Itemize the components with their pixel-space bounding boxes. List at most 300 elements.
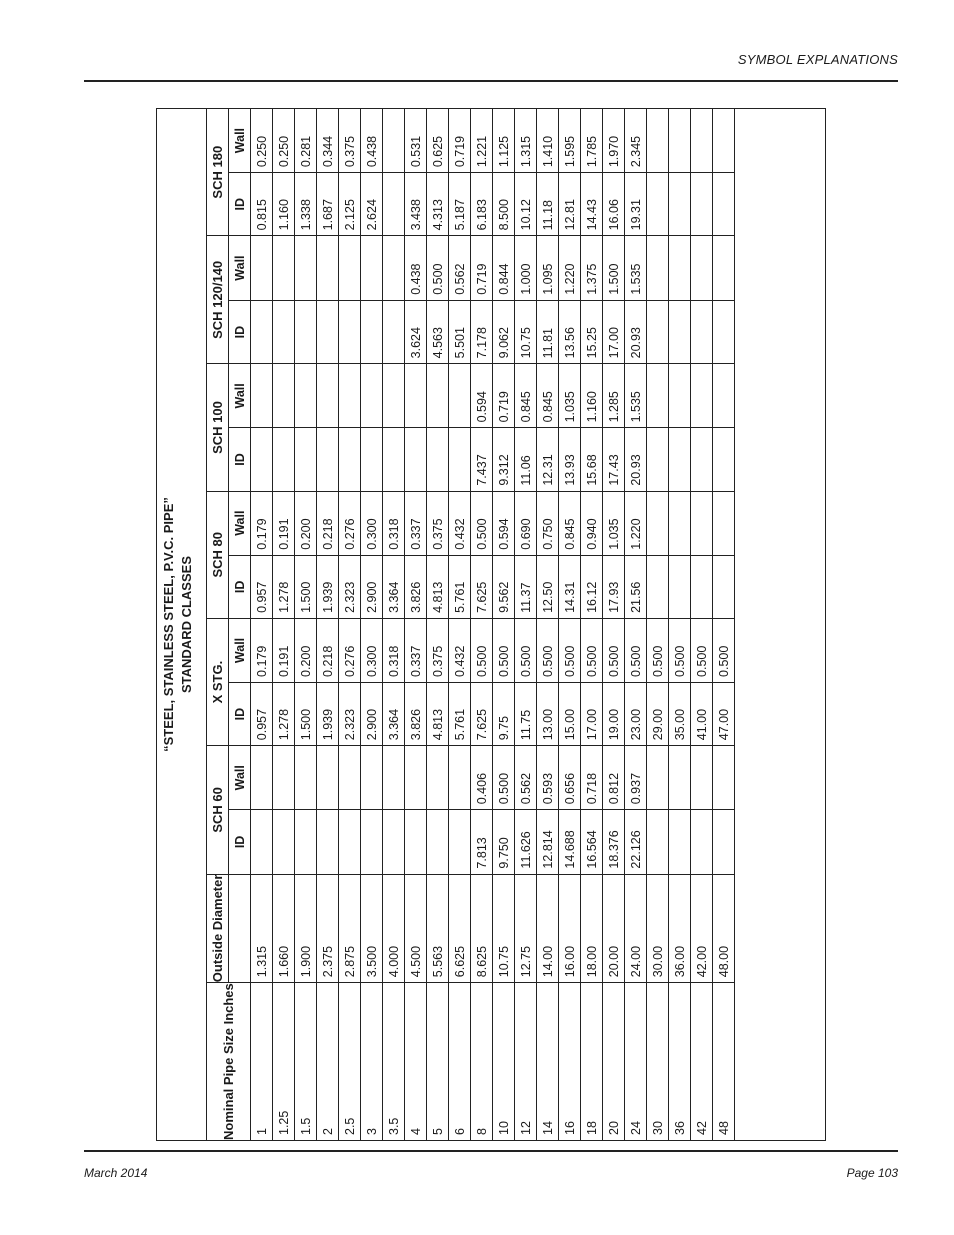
table-cell: 10.12: [515, 173, 537, 236]
table-cell: 1.500: [295, 555, 317, 618]
footer-page-number: Page 103: [846, 1166, 898, 1180]
table-cell: [713, 236, 735, 300]
col-subheader-wall: Wall: [229, 364, 251, 428]
table-cell: 23.00: [625, 682, 647, 745]
table-cell: [691, 109, 713, 173]
table-cell: 0.625: [427, 109, 449, 173]
table-cell: 1.410: [537, 109, 559, 173]
cell-nominal-size: 1: [251, 983, 273, 1141]
table-cell: [251, 364, 273, 428]
cell-nominal-size: 4: [405, 983, 427, 1141]
table-cell: [251, 236, 273, 300]
table-cell: 15.25: [581, 300, 603, 364]
table-cell: 16.564: [581, 810, 603, 874]
table-cell: 35.00: [669, 682, 691, 745]
cell-outside-diameter: 14.00: [537, 874, 559, 983]
table-cell: [273, 236, 295, 300]
table-cell: [383, 364, 405, 428]
table-cell: 0.500: [647, 618, 669, 682]
table-row: [427, 109, 449, 1141]
table-cell: [427, 428, 449, 491]
table-cell: [427, 746, 449, 810]
table-cell: 0.432: [449, 491, 471, 555]
table-cell: 0.276: [339, 491, 361, 555]
table-cell: [339, 300, 361, 364]
table-cell: [647, 236, 669, 300]
table-cell: 0.500: [493, 618, 515, 682]
table-cell: 0.500: [603, 618, 625, 682]
cell-nominal-size: 1.25: [273, 983, 295, 1141]
table-cell: 0.218: [317, 618, 339, 682]
table-cell: [669, 491, 691, 555]
table-row: [691, 109, 713, 1141]
table-cell: [317, 746, 339, 810]
table-cell: 1.221: [471, 109, 493, 173]
table-cell: 0.845: [515, 364, 537, 428]
table-title: [156, 108, 202, 1141]
cell-outside-diameter: 8.625: [471, 874, 493, 983]
table-cell: 0.719: [471, 236, 493, 300]
table-cell: 21.56: [625, 555, 647, 618]
table-cell: 8.500: [493, 173, 515, 236]
table-cell: 0.406: [471, 746, 493, 810]
table-cell: 19.31: [625, 173, 647, 236]
table-cell: 9.562: [493, 555, 515, 618]
table-cell: [449, 428, 471, 491]
table-cell: 3.826: [405, 682, 427, 745]
table-cell: 1.939: [317, 555, 339, 618]
cell-nominal-size: 20: [603, 983, 625, 1141]
table-cell: [691, 173, 713, 236]
cell-outside-diameter: 4.500: [405, 874, 427, 983]
table-cell: [449, 810, 471, 874]
table-cell: 0.593: [537, 746, 559, 810]
table-cell: 0.500: [427, 236, 449, 300]
table-cell: 0.191: [273, 491, 295, 555]
table-cell: 0.318: [383, 491, 405, 555]
table-cell: [339, 810, 361, 874]
table-cell: 0.815: [251, 173, 273, 236]
table-cell: 9.312: [493, 428, 515, 491]
table-cell: 3.364: [383, 682, 405, 745]
cell-nominal-size: 30: [647, 983, 669, 1141]
table-cell: [317, 428, 339, 491]
table-cell: [273, 428, 295, 491]
col-subheader-id: ID: [229, 428, 251, 491]
table-cell: 1.278: [273, 682, 295, 745]
cell-outside-diameter: 48.00: [713, 874, 735, 983]
table-cell: 0.500: [581, 618, 603, 682]
table-cell: 1.535: [625, 364, 647, 428]
table-cell: 0.344: [317, 109, 339, 173]
table-cell: 0.500: [471, 491, 493, 555]
table-cell: 0.750: [537, 491, 559, 555]
table-cell: [317, 364, 339, 428]
table-cell: 3.826: [405, 555, 427, 618]
col-header-od: Outside Diameter: [207, 874, 229, 983]
col-header-sch60: SCH 60: [207, 746, 229, 874]
table-cell: 0.531: [405, 109, 427, 173]
table-cell: 12.50: [537, 555, 559, 618]
table-cell: 3.364: [383, 555, 405, 618]
table-cell: 0.718: [581, 746, 603, 810]
table-cell: [405, 810, 427, 874]
table-cell: 6.183: [471, 173, 493, 236]
table-cell: 47.00: [713, 682, 735, 745]
cell-nominal-size: 42: [691, 983, 713, 1141]
table-cell: 7.437: [471, 428, 493, 491]
table-cell: [273, 810, 295, 874]
cell-outside-diameter: 6.625: [449, 874, 471, 983]
table-cell: 4.813: [427, 682, 449, 745]
table-cell: 0.432: [449, 618, 471, 682]
table-cell: 7.178: [471, 300, 493, 364]
table-cell: [669, 300, 691, 364]
table-cell: [713, 428, 735, 491]
table-cell: 0.812: [603, 746, 625, 810]
table-cell: [383, 173, 405, 236]
table-cell: 20.93: [625, 428, 647, 491]
table-cell: [669, 173, 691, 236]
table-cell: [427, 364, 449, 428]
table-row: [317, 109, 339, 1141]
table-cell: 0.375: [339, 109, 361, 173]
cell-nominal-size: 48: [713, 983, 735, 1141]
table-cell: 41.00: [691, 682, 713, 745]
table-cell: [713, 300, 735, 364]
table-cell: [669, 428, 691, 491]
table-cell: 15.68: [581, 428, 603, 491]
table-cell: 5.501: [449, 300, 471, 364]
table-cell: 0.845: [559, 491, 581, 555]
table-cell: 0.562: [515, 746, 537, 810]
cell-nominal-size: 10: [493, 983, 515, 1141]
table-cell: [273, 300, 295, 364]
table-cell: 7.625: [471, 682, 493, 745]
table-cell: 11.81: [537, 300, 559, 364]
table-cell: 4.313: [427, 173, 449, 236]
table-cell: [449, 746, 471, 810]
table-cell: 16.06: [603, 173, 625, 236]
table-cell: [691, 300, 713, 364]
table-cell: 1.315: [515, 109, 537, 173]
table-cell: [647, 173, 669, 236]
table-cell: [339, 364, 361, 428]
table-cell: [295, 236, 317, 300]
table-cell: 0.276: [339, 618, 361, 682]
cell-nominal-size: 1.5: [295, 983, 317, 1141]
table-cell: [317, 300, 339, 364]
table-cell: [691, 236, 713, 300]
cell-outside-diameter: 30.00: [647, 874, 669, 983]
table-cell: [647, 810, 669, 874]
table-cell: [647, 300, 669, 364]
table-cell: 1.535: [625, 236, 647, 300]
table-row: [647, 109, 669, 1141]
table-cell: [339, 428, 361, 491]
cell-nominal-size: 3: [361, 983, 383, 1141]
table-cell: 0.200: [295, 491, 317, 555]
table-cell: 0.656: [559, 746, 581, 810]
table-cell: 0.179: [251, 491, 273, 555]
table-cell: 1.035: [603, 491, 625, 555]
table-cell: 11.37: [515, 555, 537, 618]
table-cell: 0.500: [515, 618, 537, 682]
col-header-sch180: SCH 180: [207, 109, 229, 236]
table-cell: 0.300: [361, 491, 383, 555]
table-cell: 0.375: [427, 491, 449, 555]
table-cell: 1.595: [559, 109, 581, 173]
table-cell: 5.761: [449, 555, 471, 618]
cell-nominal-size: 2.5: [339, 983, 361, 1141]
table-row: [405, 109, 427, 1141]
table-cell: 13.00: [537, 682, 559, 745]
table-cell: 0.500: [471, 618, 493, 682]
table-cell: 2.900: [361, 682, 383, 745]
table-cell: 19.00: [603, 682, 625, 745]
table-cell: [647, 364, 669, 428]
cell-outside-diameter: 2.375: [317, 874, 339, 983]
table-cell: 1.939: [317, 682, 339, 745]
table-cell: 0.500: [493, 746, 515, 810]
table-row: [537, 109, 559, 1141]
header-rule: [84, 80, 898, 82]
table-cell: [713, 746, 735, 810]
cell-nominal-size: 14: [537, 983, 559, 1141]
cell-nominal-size: 16: [559, 983, 581, 1141]
table-cell: 1.125: [493, 109, 515, 173]
cell-nominal-size: 6: [449, 983, 471, 1141]
table-cell: 2.323: [339, 555, 361, 618]
table-cell: 10.75: [515, 300, 537, 364]
table-cell: 0.500: [713, 618, 735, 682]
table-cell: 17.00: [603, 300, 625, 364]
footer-date: March 2014: [84, 1166, 148, 1180]
table-cell: 16.12: [581, 555, 603, 618]
col-header-sch100: SCH 100: [207, 364, 229, 491]
table-cell: [405, 364, 427, 428]
table-cell: [317, 810, 339, 874]
cell-outside-diameter: 4.000: [383, 874, 405, 983]
table-cell: [361, 428, 383, 491]
table-cell: 18.376: [603, 810, 625, 874]
table-cell: 2.624: [361, 173, 383, 236]
cell-outside-diameter: 36.00: [669, 874, 691, 983]
col-header-sch120-140: SCH 120/140: [207, 236, 229, 364]
table-cell: [647, 109, 669, 173]
table-cell: 4.813: [427, 555, 449, 618]
table-cell: 0.318: [383, 618, 405, 682]
footer-rule: [84, 1150, 898, 1152]
cell-nominal-size: 8: [471, 983, 493, 1141]
col-subheader-wall: Wall: [229, 491, 251, 555]
table-cell: 0.500: [625, 618, 647, 682]
cell-outside-diameter: 10.75: [493, 874, 515, 983]
table-cell: [317, 236, 339, 300]
table-cell: 9.75: [493, 682, 515, 745]
table-cell: 0.281: [295, 109, 317, 173]
table-cell: 13.93: [559, 428, 581, 491]
table-cell: [691, 746, 713, 810]
table-cell: [339, 746, 361, 810]
table-cell: [295, 428, 317, 491]
table-cell: 0.375: [427, 618, 449, 682]
table-cell: 15.00: [559, 682, 581, 745]
table-row: [251, 109, 273, 1141]
table-cell: [647, 428, 669, 491]
table-cell: 1.035: [559, 364, 581, 428]
table-title-line2: STANDARD CLASSES: [179, 556, 194, 693]
table-cell: [383, 428, 405, 491]
table-cell: [713, 810, 735, 874]
table-cell: 1.970: [603, 109, 625, 173]
table-cell: 1.375: [581, 236, 603, 300]
table-cell: [295, 810, 317, 874]
table-cell: 0.957: [251, 555, 273, 618]
table-cell: 13.56: [559, 300, 581, 364]
cell-outside-diameter: 1.900: [295, 874, 317, 983]
col-header-size: Nominal Pipe Size Inches: [207, 983, 251, 1141]
table-cell: [383, 236, 405, 300]
table-cell: 22.126: [625, 810, 647, 874]
table-cell: 1.220: [559, 236, 581, 300]
col-header-sch80: SCH 80: [207, 491, 229, 618]
cell-outside-diameter: 24.00: [625, 874, 647, 983]
table-cell: 17.43: [603, 428, 625, 491]
cell-outside-diameter: 5.563: [427, 874, 449, 983]
table-cell: 0.594: [471, 364, 493, 428]
table-cell: 17.00: [581, 682, 603, 745]
table-cell: 1.278: [273, 555, 295, 618]
table-cell: 2.323: [339, 682, 361, 745]
table-cell: 2.900: [361, 555, 383, 618]
cell-outside-diameter: 18.00: [581, 874, 603, 983]
rotated-table: [156, 108, 826, 1141]
table-cell: 0.200: [295, 618, 317, 682]
table-cell: 3.624: [405, 300, 427, 364]
table-row: [295, 109, 317, 1141]
table-row: [603, 109, 625, 1141]
table-cell: [295, 746, 317, 810]
table-cell: 0.500: [537, 618, 559, 682]
table-cell: [361, 300, 383, 364]
table-cell: 1.160: [273, 173, 295, 236]
table-cell: 1.285: [603, 364, 625, 428]
table-cell: [669, 364, 691, 428]
col-header-xstg: X STG.: [207, 618, 229, 745]
table-row: [383, 109, 405, 1141]
table-cell: 0.690: [515, 491, 537, 555]
table-cell: 1.220: [625, 491, 647, 555]
cell-outside-diameter: 1.660: [273, 874, 295, 983]
cell-outside-diameter: 2.875: [339, 874, 361, 983]
table-cell: 12.31: [537, 428, 559, 491]
table-cell: 0.179: [251, 618, 273, 682]
table-cell: [647, 746, 669, 810]
table-cell: 9.750: [493, 810, 515, 874]
cell-outside-diameter: 42.00: [691, 874, 713, 983]
table-cell: [251, 428, 273, 491]
cell-outside-diameter: 16.00: [559, 874, 581, 983]
table-cell: 1.500: [603, 236, 625, 300]
table-cell: 9.062: [493, 300, 515, 364]
table-cell: [251, 746, 273, 810]
table-cell: [405, 746, 427, 810]
table-cell: [273, 364, 295, 428]
table-cell: [713, 491, 735, 555]
cell-nominal-size: 36: [669, 983, 691, 1141]
col-subheader-wall: Wall: [229, 618, 251, 682]
table-cell: [691, 555, 713, 618]
table-cell: [273, 746, 295, 810]
table-cell: 1.687: [317, 173, 339, 236]
table-cell: 2.345: [625, 109, 647, 173]
table-cell: 0.438: [405, 236, 427, 300]
table-cell: 0.438: [361, 109, 383, 173]
table-cell: 14.688: [559, 810, 581, 874]
table-cell: 12.814: [537, 810, 559, 874]
table-cell: 5.761: [449, 682, 471, 745]
table-cell: 1.160: [581, 364, 603, 428]
table-cell: 0.500: [559, 618, 581, 682]
cell-nominal-size: 3.5: [383, 983, 405, 1141]
table-cell: 0.562: [449, 236, 471, 300]
table-row: [669, 109, 691, 1141]
table-cell: [647, 491, 669, 555]
table-cell: [339, 236, 361, 300]
table-cell: [361, 236, 383, 300]
cell-nominal-size: 12: [515, 983, 537, 1141]
col-subheader-od-blank: [229, 874, 251, 983]
table-cell: 0.250: [251, 109, 273, 173]
table-cell: 11.06: [515, 428, 537, 491]
table-row: [273, 109, 295, 1141]
table-cell: [361, 810, 383, 874]
col-subheader-id: ID: [229, 555, 251, 618]
table-cell: 11.75: [515, 682, 537, 745]
table-row: [449, 109, 471, 1141]
table-cell: 29.00: [647, 682, 669, 745]
table-row: [493, 109, 515, 1141]
table-cell: [383, 300, 405, 364]
table-cell: [295, 364, 317, 428]
table-cell: 0.937: [625, 746, 647, 810]
table-cell: 1.500: [295, 682, 317, 745]
table-cell: [405, 428, 427, 491]
table-cell: 0.500: [669, 618, 691, 682]
table-cell: 11.626: [515, 810, 537, 874]
table-title-line1: “STEEL, STAINLESS STEEL, P.V.C. PIPE”: [161, 497, 176, 752]
table-cell: [427, 810, 449, 874]
table-cell: 2.125: [339, 173, 361, 236]
table-row: [361, 109, 383, 1141]
table-cell: [383, 746, 405, 810]
table-cell: 0.940: [581, 491, 603, 555]
table-cell: 20.93: [625, 300, 647, 364]
table-cell: [713, 555, 735, 618]
cell-nominal-size: 2: [317, 983, 339, 1141]
table-cell: 5.187: [449, 173, 471, 236]
table-row: [581, 109, 603, 1141]
table-cell: 7.625: [471, 555, 493, 618]
table-cell: 0.957: [251, 682, 273, 745]
table-cell: 0.594: [493, 491, 515, 555]
table-cell: [713, 173, 735, 236]
table-cell: 0.337: [405, 491, 427, 555]
table-cell: 17.93: [603, 555, 625, 618]
cell-outside-diameter: 20.00: [603, 874, 625, 983]
table-row: [625, 109, 647, 1141]
